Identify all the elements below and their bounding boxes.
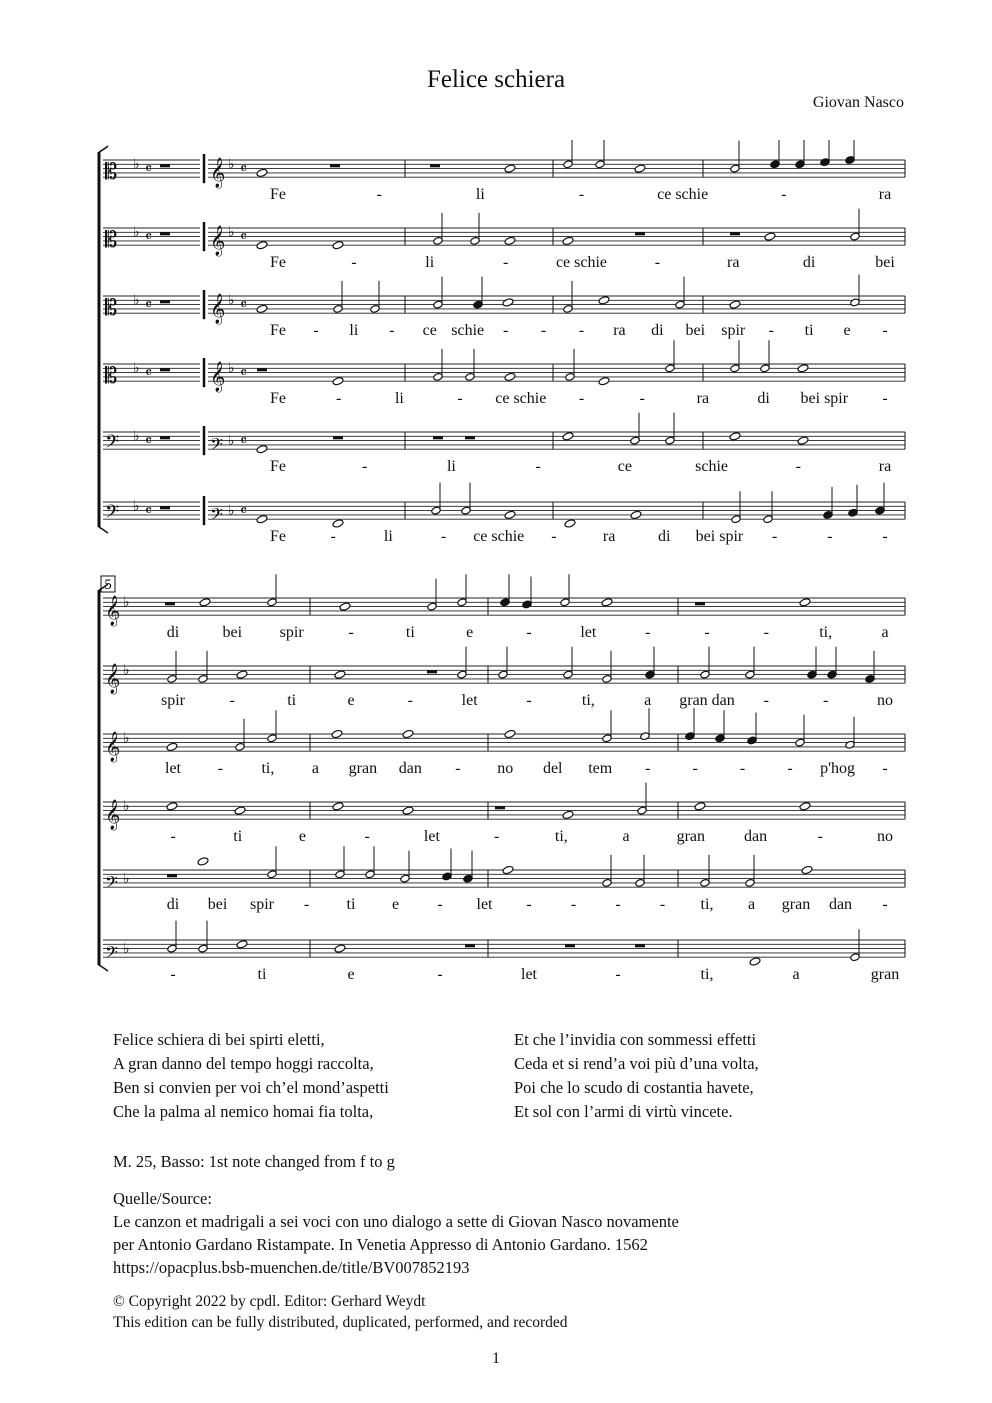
note-head (694, 802, 706, 811)
lyric-syllable: - (389, 322, 395, 340)
lyric-syllable: - (493, 828, 500, 846)
key-signature-flat-icon: ♭ (123, 662, 130, 679)
time-signature-icon: 𝄴 (240, 362, 248, 382)
lyric-syllable: - (817, 828, 823, 846)
incipit-clef-icon: 𝄡 (105, 160, 118, 186)
lyric-syllable: bei (685, 322, 706, 340)
lyric-syllable: spir (721, 322, 746, 340)
poem-line: Che la palma al nemico homai fia tolta, (113, 1102, 374, 1121)
time-signature-icon: 𝄴 (145, 430, 153, 450)
time-signature-icon: 𝄴 (240, 226, 248, 246)
lyric-syllable: spir (250, 896, 274, 914)
whole-rest (695, 602, 705, 605)
lyric-syllable: Fe (270, 458, 286, 476)
lyric-syllable: no (877, 692, 893, 710)
lyric-syllable: di (166, 896, 180, 914)
incipit-clef-icon: 𝄢 (105, 432, 120, 458)
bracket-hook (99, 527, 108, 533)
whole-rest (635, 232, 645, 235)
note-head (256, 515, 268, 524)
note-head (562, 432, 574, 441)
lyric-syllable: - (502, 322, 509, 340)
key-signature-flat-icon: ♭ (133, 428, 140, 445)
lyric-syllable: gran (870, 966, 900, 984)
lyric-syllable: - (763, 692, 769, 710)
lyric-syllable: - (362, 458, 368, 476)
lyric-syllable: - (795, 458, 801, 476)
lyric-syllable: ti (287, 692, 297, 710)
lyric-syllable: li (425, 254, 435, 272)
page-title: Felice schiera (426, 66, 566, 93)
lyric-syllable: ra (696, 390, 710, 408)
lyric-syllable: - (692, 760, 698, 778)
lyric-syllable: ce schie (657, 186, 709, 204)
time-signature-icon: 𝄴 (240, 294, 248, 314)
note-head (502, 865, 514, 874)
lyric-syllable: ti, (581, 692, 595, 710)
lyric-syllable: ti, (819, 624, 833, 642)
bass-clef-icon: 𝄢 (105, 872, 118, 897)
note-head (334, 670, 346, 679)
lyric-syllable: li (446, 458, 456, 476)
treble-clef-icon: 𝄞 (105, 664, 121, 695)
lyric-syllable: - (440, 528, 447, 546)
note-head (729, 432, 741, 441)
lyric-syllable: gran (676, 828, 706, 846)
time-signature-icon: 𝄴 (145, 294, 153, 314)
lyric-syllable: di (166, 624, 180, 642)
whole-rest (257, 368, 267, 371)
key-signature-flat-icon: ♭ (123, 594, 130, 611)
whole-rest (495, 806, 505, 809)
note-head (332, 519, 344, 528)
lyric-syllable: ce schie (495, 390, 547, 408)
lyric-syllable: - (771, 528, 778, 546)
lyric-syllable: ti (346, 896, 356, 914)
lyric-syllable: let (423, 828, 440, 846)
lyric-syllable: ce schie (473, 528, 525, 546)
lyric-syllable: - (739, 760, 746, 778)
lyric-syllable: dan (828, 896, 853, 914)
lyric-syllable: gran dan (679, 692, 735, 710)
lyric-syllable: schie (695, 458, 729, 476)
lyric-syllable: e (347, 692, 355, 710)
lyric-syllable: dan (743, 828, 768, 846)
key-signature-flat-icon: ♭ (133, 224, 140, 241)
lyric-syllable: spir (279, 624, 304, 642)
lyric-syllable: - (303, 896, 310, 914)
lyric-syllable: - (526, 692, 532, 710)
note-head (504, 729, 516, 738)
lyric-syllable: - (578, 186, 585, 204)
lyric-syllable: p'hog (820, 760, 855, 778)
incipit-clef-icon: 𝄡 (105, 296, 118, 322)
key-signature-flat-icon: ♭ (228, 224, 235, 241)
lyric-syllable: ti, (700, 966, 714, 984)
note-head (562, 236, 574, 245)
note-head (634, 164, 646, 173)
lyric-syllable: a (747, 896, 756, 914)
note-head (601, 598, 613, 607)
lyric-syllable: ti, (261, 760, 275, 778)
note-head (402, 729, 414, 738)
lyric-syllable: - (217, 760, 224, 778)
whole-rest (565, 944, 575, 947)
note-head (256, 168, 268, 177)
note-head (797, 436, 809, 445)
note-head (797, 364, 809, 373)
score-system-1 (0, 140, 992, 560)
treble-clef-icon: 𝄞 (105, 732, 121, 763)
lyric-syllable: Fe (270, 322, 286, 340)
lyric-syllable: gran (781, 896, 811, 914)
lyric-syllable: - (787, 760, 793, 778)
incipit-rest (160, 368, 170, 371)
note-head (749, 957, 761, 966)
lyric-syllable: let (521, 966, 537, 984)
note-head (562, 810, 574, 819)
poem-line: Felice schiera di bei spirti eletti, (113, 1030, 325, 1049)
lyric-syllable: - (570, 896, 577, 914)
whole-rest (433, 436, 443, 439)
lyric-syllable: - (615, 896, 621, 914)
lyric-syllable: let (476, 896, 493, 914)
poem-line: A gran danno del tempo hoggi raccolta, (113, 1054, 374, 1073)
time-signature-icon: 𝄴 (145, 362, 153, 382)
note-head (256, 445, 268, 454)
treble-clef-icon: 𝄞 (105, 596, 121, 627)
key-signature-flat-icon: ♭ (123, 730, 130, 747)
lyric-syllable: - (827, 528, 833, 546)
lyric-syllable: del (542, 760, 563, 778)
lyric-syllable: ti, (700, 896, 714, 914)
lyric-syllable: - (455, 760, 461, 778)
note-head (504, 164, 516, 173)
lyric-syllable: li (475, 186, 485, 204)
treble-clef-icon: 𝄞 (210, 226, 226, 257)
poem-stanza-left (113, 1028, 389, 1124)
lyric-syllable: - (364, 828, 370, 846)
lyric-syllable: Fe (270, 254, 286, 272)
lyric-syllable: Fe (270, 390, 286, 408)
poem-line: Et sol con l’armi di virtù vincete. (514, 1102, 733, 1121)
incipit-rest (160, 232, 170, 235)
lyric-syllable: e (391, 896, 400, 914)
lyric-syllable: e (347, 966, 355, 984)
note-head (256, 304, 268, 313)
lyric-syllable: - (645, 624, 651, 642)
incipit-clef-icon: 𝄢 (105, 502, 120, 528)
note-head (332, 241, 344, 250)
lyric-syllable: ra (878, 458, 892, 476)
time-signature-icon: 𝄴 (240, 158, 248, 178)
lyric-syllable: - (170, 828, 176, 846)
lyric-syllable: e (843, 322, 851, 340)
key-signature-flat-icon: ♭ (123, 870, 130, 887)
key-signature-flat-icon: ♭ (228, 502, 235, 519)
note-head (334, 944, 346, 953)
composer-name: Giovan Nasco (812, 94, 904, 111)
bracket-hook (99, 146, 108, 152)
lyric-syllable: - (768, 322, 774, 340)
note-head (764, 232, 776, 241)
lyric-syllable: no (497, 760, 514, 778)
note-head (630, 510, 642, 519)
key-signature-flat-icon: ♭ (228, 292, 235, 309)
note-head (504, 510, 516, 519)
lyric-syllable: li (349, 322, 359, 340)
key-signature-flat-icon: ♭ (133, 156, 140, 173)
lyric-syllable: - (578, 390, 585, 408)
lyric-syllable: - (882, 528, 888, 546)
lyric-syllable: spir (161, 692, 185, 710)
key-signature-flat-icon: ♭ (228, 360, 235, 377)
whole-rest (330, 164, 340, 167)
lyric-syllable: - (639, 390, 645, 408)
lyric-syllable: e (298, 828, 307, 846)
lyric-syllable: let (580, 624, 597, 642)
lyric-syllable: - (882, 390, 888, 408)
lyric-syllable: Fe (270, 186, 286, 204)
lyric-syllable: - (351, 254, 357, 272)
lyric-syllable: di (651, 322, 664, 340)
note-head (234, 806, 246, 815)
lyric-syllable: - (170, 966, 176, 984)
lyric-syllable: ce (422, 322, 437, 340)
time-signature-icon: 𝄴 (145, 158, 153, 178)
lyric-syllable: ce (617, 458, 632, 476)
whole-rest (165, 602, 175, 605)
source-line: per Antonio Gardano Ristampate. In Venetia Appresso di Antonio Gardano. 1562 (113, 1235, 648, 1254)
note-head (197, 857, 209, 866)
whole-rest (333, 436, 343, 439)
note-head (799, 598, 811, 607)
lyric-syllable: bei (222, 624, 243, 642)
note-head (199, 598, 211, 607)
lyric-syllable: ra (878, 186, 892, 204)
lyric-syllable: - (882, 322, 888, 340)
treble-clef-icon: 𝄞 (210, 158, 226, 189)
whole-rest (465, 944, 475, 947)
lyric-syllable: let (165, 760, 181, 778)
lyric-syllable: - (535, 458, 541, 476)
whole-rest (427, 670, 437, 673)
note-head (504, 236, 516, 245)
lyric-syllable: ti (257, 966, 267, 984)
lyric-syllable: - (526, 624, 532, 642)
lyric-syllable: ce schie (555, 254, 608, 272)
note-head (256, 241, 268, 250)
whole-rest (167, 874, 177, 877)
lyric-syllable: a (311, 760, 319, 778)
lyric-syllable: - (659, 896, 666, 914)
note-head (332, 802, 344, 811)
poem-stanza-right (514, 1028, 759, 1124)
whole-rest (730, 232, 740, 235)
bass-clef-icon: 𝄢 (105, 942, 118, 967)
key-signature-flat-icon: ♭ (133, 360, 140, 377)
lyric-syllable: dan (398, 760, 422, 778)
treble-clef-icon: 𝄞 (105, 800, 121, 831)
lyric-syllable: - (457, 390, 463, 408)
editorial-note: M. 25, Basso: 1st note changed from f to g (113, 1152, 395, 1171)
measure-number: 5 (104, 577, 112, 593)
whole-rest (465, 436, 475, 439)
lyric-syllable: bei (207, 896, 228, 914)
note-head (729, 300, 741, 309)
note-head (598, 296, 610, 305)
page-number: 1 (492, 1350, 500, 1367)
lyric-syllable: a (644, 692, 652, 710)
lyric-syllable: - (882, 896, 888, 914)
lyric-syllable: - (654, 254, 661, 272)
lyric-syllable: a (881, 624, 889, 642)
poem-line: Ben si convien per voi ch’el mond’aspetti (113, 1078, 389, 1097)
lyric-syllable: ti, (554, 828, 568, 846)
key-signature-flat-icon: ♭ (228, 432, 235, 449)
lyric-syllable: - (376, 186, 382, 204)
lyric-syllable: - (407, 692, 413, 710)
lyric-syllable: tem (588, 760, 613, 778)
lyric-syllable: - (229, 692, 235, 710)
note-head (236, 940, 248, 949)
lyric-syllable: let (461, 692, 478, 710)
note-head (502, 298, 514, 307)
note-head (598, 377, 610, 386)
lyric-syllable: ra (613, 322, 626, 340)
lyric-syllable: bei spir (800, 390, 849, 408)
lyric-syllable: - (540, 322, 547, 340)
lyric-syllable: ra (727, 254, 740, 272)
source-line: Le canzon et madrigali a sei voci con uno dialogo a sette di Giovan Nasco novamente (113, 1212, 679, 1231)
copyright-notice (113, 1291, 568, 1333)
note-head (331, 729, 343, 738)
lyric-syllable: - (823, 692, 829, 710)
time-signature-icon: 𝄴 (240, 500, 248, 520)
incipit-rest (160, 300, 170, 303)
whole-rest (430, 164, 440, 167)
lyric-syllable: a (622, 828, 630, 846)
lyric-syllable: ti (233, 828, 243, 846)
lyric-syllable: di (802, 254, 816, 272)
lyric-syllable: schie (451, 322, 485, 340)
lyric-syllable: gran (348, 760, 378, 778)
lyric-syllable: ti (804, 322, 814, 340)
source-heading: Quelle/Source: (113, 1189, 212, 1208)
note-head (504, 372, 516, 381)
whole-rest (635, 944, 645, 947)
lyric-syllable: ti (405, 624, 415, 642)
note-head (402, 806, 414, 815)
source-citation (113, 1187, 679, 1279)
lyric-syllable: e (466, 624, 474, 642)
lyric-syllable: di (658, 528, 671, 546)
note-head (799, 802, 811, 811)
lyric-syllable: - (330, 528, 336, 546)
incipit-rest (160, 436, 170, 439)
lyric-syllable: - (578, 322, 585, 340)
note-head (339, 602, 351, 611)
lyric-syllable: - (437, 966, 443, 984)
lyric-syllable: - (502, 254, 509, 272)
poem-line: Poi che lo scudo di costantia havete, (514, 1078, 754, 1097)
lyric-syllable: - (348, 624, 354, 642)
lyric-syllable: a (792, 966, 800, 984)
score-system-2 (0, 570, 992, 990)
lyric-syllable: - (551, 528, 557, 546)
note-head (166, 742, 178, 751)
poem-line: Ceda et si rend’a voi più d’una volta, (514, 1054, 759, 1073)
lyric-syllable: - (882, 760, 888, 778)
incipit-clef-icon: 𝄡 (105, 364, 118, 390)
lyric-syllable: - (313, 322, 319, 340)
lyric-syllable: li (383, 528, 393, 546)
note-head (801, 865, 813, 874)
lyric-syllable: - (615, 966, 621, 984)
key-signature-flat-icon: ♭ (123, 940, 130, 957)
treble-clef-icon: 𝄞 (210, 362, 226, 393)
copyright-line: © Copyright 2022 by cpdl. Editor: Gerhard Weydt (113, 1293, 426, 1310)
lyric-syllable: no (877, 828, 893, 846)
lyric-syllable: li (394, 390, 404, 408)
note-head (564, 519, 576, 528)
note-head (332, 377, 344, 386)
lyric-syllable: bei spir (695, 528, 744, 546)
lyric-syllable: Fe (270, 528, 286, 546)
time-signature-icon: 𝄴 (145, 226, 153, 246)
key-signature-flat-icon: ♭ (228, 156, 235, 173)
lyric-syllable: di (757, 390, 770, 408)
lyric-syllable: - (763, 624, 769, 642)
source-url: https://opacplus.bsb-muenchen.de/title/BV007852193 (113, 1258, 470, 1277)
lyric-syllable: - (526, 896, 532, 914)
bass-clef-icon: 𝄢 (210, 504, 223, 529)
key-signature-flat-icon: ♭ (133, 498, 140, 515)
note-head (236, 670, 248, 679)
license-line: This edition can be fully distributed, duplicated, performed, and recorded (113, 1314, 568, 1331)
incipit-clef-icon: 𝄡 (105, 228, 118, 254)
lyric-syllable: - (437, 896, 443, 914)
note-head (166, 802, 178, 811)
bass-clef-icon: 𝄢 (210, 434, 223, 459)
lyric-syllable: ra (602, 528, 616, 546)
lyric-syllable: bei (875, 254, 895, 272)
incipit-rest (160, 506, 170, 509)
time-signature-icon: 𝄴 (240, 430, 248, 450)
time-signature-icon: 𝄴 (145, 500, 153, 520)
lyric-syllable: - (704, 624, 710, 642)
lyric-syllable: - (645, 760, 651, 778)
lyric-syllable: - (336, 390, 342, 408)
incipit-rest (160, 164, 170, 167)
treble-clef-icon: 𝄞 (210, 294, 226, 325)
key-signature-flat-icon: ♭ (133, 292, 140, 309)
key-signature-flat-icon: ♭ (123, 798, 130, 815)
poem-line: Et che l’invidia con sommessi effetti (514, 1030, 757, 1049)
lyric-syllable: - (781, 186, 787, 204)
